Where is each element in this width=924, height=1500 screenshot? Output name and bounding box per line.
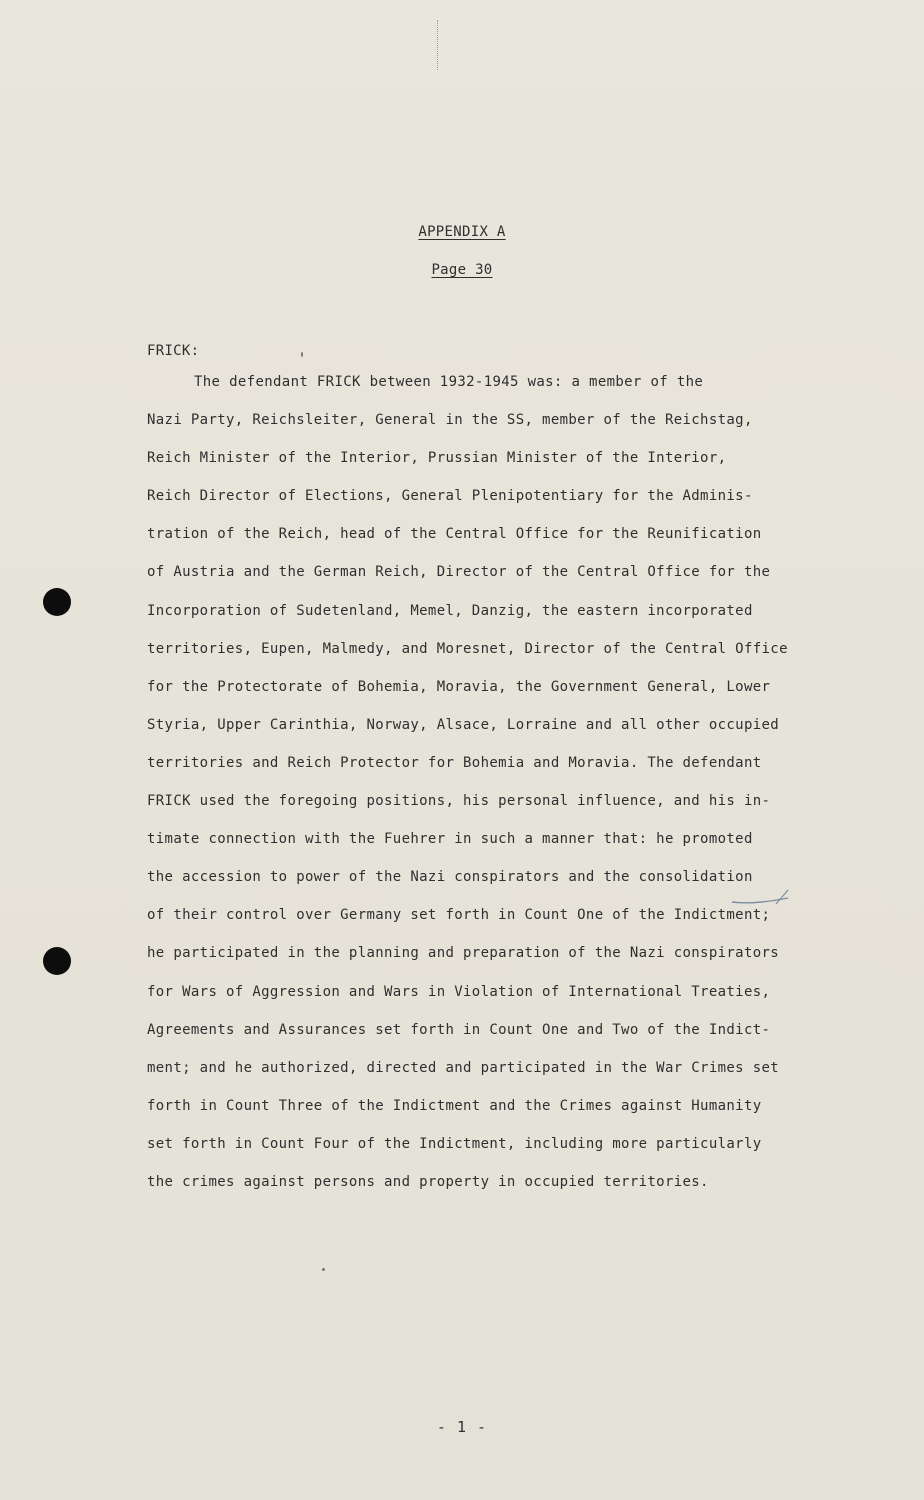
- body-line: set forth in Count Four of the Indictment, including more particularly: [147, 1135, 762, 1152]
- punch-hole: [43, 947, 71, 975]
- body-line: he participated in the planning and preparation of the Nazi conspirators: [147, 945, 780, 962]
- body-line: FRICK used the foregoing positions, his personal influence, and his in-: [147, 793, 771, 810]
- body-line: for Wars of Aggression and Wars in Violation of International Treaties,: [147, 983, 771, 1000]
- ink-speck: [322, 1268, 325, 1271]
- body-line: tration of the Reich, head of the Central Office for the Reunification: [147, 526, 762, 543]
- body-line: of Austria and the German Reich, Director of the Central Office for the: [147, 564, 771, 581]
- body-line: for the Protectorate of Bohemia, Moravia, the Government General, Lower: [147, 678, 771, 695]
- body-line: timate connection with the Fuehrer in such a manner that: he promoted: [147, 831, 753, 848]
- body-line: Reich Minister of the Interior, Prussian Minister of the Interior,: [147, 450, 727, 467]
- body-line: ment; and he authorized, directed and participated in the War Crimes set: [147, 1059, 780, 1076]
- body-text: [147, 373, 857, 1211]
- body-line: Reich Director of Elections, General Plenipotentiary for the Adminis-: [147, 488, 753, 505]
- body-line: territories and Reich Protector for Bohemia and Moravia. The defendant: [147, 754, 762, 771]
- ink-speck: [301, 352, 303, 357]
- page-number: - 1 -: [436, 1418, 488, 1436]
- appendix-heading: APPENDIX A: [418, 224, 506, 240]
- section-label: FRICK:: [147, 343, 200, 359]
- body-line: Agreements and Assurances set forth in Count One and Two of the Indict-: [147, 1021, 771, 1038]
- pencil-annotation: [728, 880, 798, 910]
- body-line: The defendant FRICK between 1932-1945 was: a member of the: [194, 374, 704, 390]
- body-line: the crimes against persons and property in occupied territories.: [147, 1173, 709, 1190]
- body-line: Nazi Party, Reichsleiter, General in the SS, member of the Reichstag,: [147, 412, 753, 429]
- page-heading: Page 30: [431, 262, 493, 278]
- fold-mark: [437, 20, 439, 70]
- body-line: Incorporation of Sudetenland, Memel, Danzig, the eastern incorporated: [147, 602, 753, 619]
- body-line: territories, Eupen, Malmedy, and Moresnet, Director of the Central Office: [147, 640, 788, 657]
- body-line: of their control over Germany set forth in Count One of the Indictment;: [147, 907, 771, 924]
- body-line: the accession to power of the Nazi conspirators and the consolidation: [147, 869, 753, 886]
- body-line: Styria, Upper Carinthia, Norway, Alsace, Lorraine and all other occupied: [147, 716, 780, 733]
- punch-hole: [43, 588, 71, 616]
- body-line: forth in Count Three of the Indictment and the Crimes against Humanity: [147, 1097, 762, 1114]
